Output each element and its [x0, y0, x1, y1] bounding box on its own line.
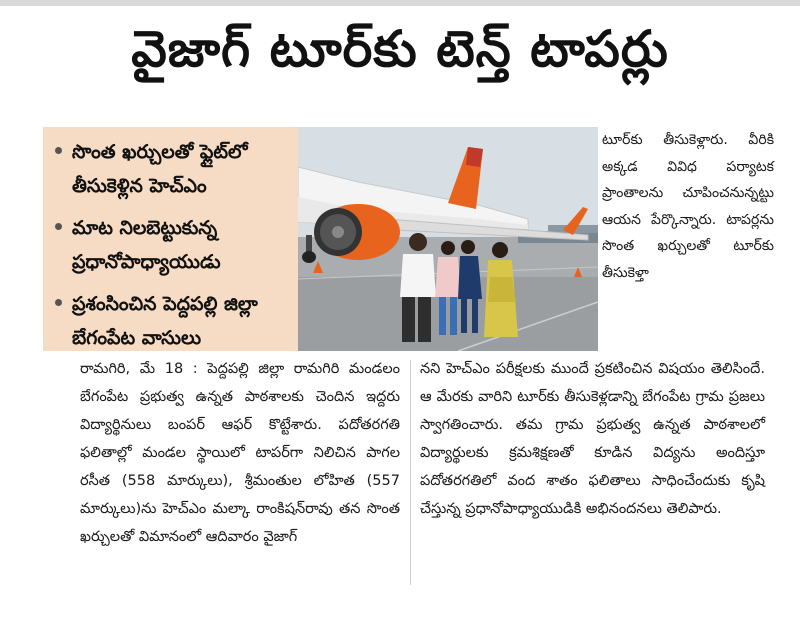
highlight-text: మాట నిలబెట్టుకున్న ప్రధానోపాధ్యాయుడు: [72, 217, 221, 273]
article-column-right-top: టూర్‌కు తీసుకెళ్లారు. వీరికి అక్కడ వివిధ పర్యాటక ప్రాంతాలను చూపించనున్నట్టు ఆయన పేర్కొన్నారు. టాపర్లను సొంత ఖర్చులతో టూర్‌కు తీసుకెళ్తా: [602, 132, 774, 281]
highlights-box: [43, 127, 298, 351]
article-column-middle: నని హెచ్‌ఎం పరీక్షలకు ముందే ప్రకటించిన విషయం తెలిసిందే. ఆ మేరకు వారిని టూర్‌కు తీసుకెళ్లడాన్ని బేగంపేట గ్రామ ప్రజలు స్వాగతించారు. తమ గ్రామ ప్రభుత్వ ఉన్నత పాఠశాలలో విద్యార్థులకు క్రమశిక్షణతో కూడిన విద్యను అందిస్తూ పదోతరగతిలో వంద శాతం ఫలితాలు సాధించేందుకు కృషి చేస్తున్న ప్రధానోపాధ్యాయుడికి అభినందనలు తెలిపారు.: [420, 361, 765, 517]
highlight-item: [55, 135, 288, 203]
bullet-icon: [55, 299, 62, 306]
highlight-item: [55, 287, 288, 355]
highlight-text: సొంత ఖర్చులతో ఫ్లైట్‌లో తీసుకెళ్లిన హెచ్‌ఎం: [72, 141, 248, 197]
column-divider: [410, 360, 411, 585]
headline: వైజాగ్ టూర్‌కు టెన్త్ టాపర్లు: [131, 20, 669, 78]
news-photo: [298, 127, 598, 351]
top-rule: [0, 0, 800, 6]
highlight-text: ప్రశంసించిన పెద్దపల్లి జిల్లా బేగంపేట వాసులు: [72, 293, 258, 349]
article-column-left: రామగిరి, మే 18 : పెద్దపల్లి జిల్లా రామగిరి మండలం బేగంపేట ప్రభుత్వ ఉన్నత పాఠశాలకు చెందిన ఇద్దరు విద్యార్థినులు బంపర్ ఆఫర్ కొట్టేశారు. పదోతరగతి ఫలితాల్లో మండల స్థాయిలో టాపర్‌గా నిలిచిన పాగల రసీత (558 మార్కులు), శ్రీమంతుల లోహిత (557 మార్కులు)ను హెచ్‌ఎం మల్కా రాంకిషన్‌రావు తన సొంత ఖర్చులతో విమానంలో ఆదివారం వైజాగ్: [80, 361, 400, 545]
highlight-item: [55, 211, 288, 279]
bullet-icon: [55, 147, 62, 154]
bullet-icon: [55, 223, 62, 230]
